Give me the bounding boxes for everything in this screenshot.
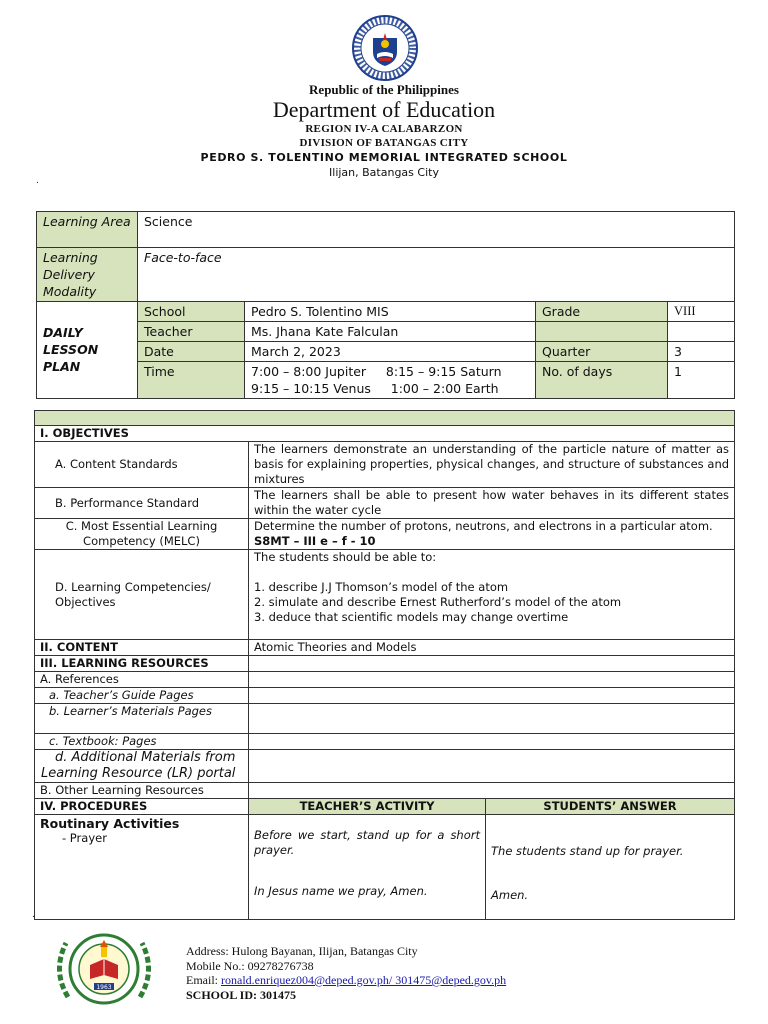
melc-code: S8MT – III e – f - 10 bbox=[254, 534, 376, 548]
footer-address: Address: Hulong Bayanan, Ilijan, Batangas City bbox=[186, 944, 418, 958]
days-label: No. of days bbox=[536, 362, 668, 399]
svg-text:1963: 1963 bbox=[96, 984, 112, 991]
empty-cell bbox=[536, 322, 668, 342]
empty-cell bbox=[249, 750, 735, 783]
competency-item: 3. deduce that scientific models may change overtime bbox=[254, 610, 569, 624]
email-link[interactable]: ronald.enriquez004@deped.gov.ph/ 301475@deped.gov.ph bbox=[221, 973, 507, 987]
objectives-heading: I. OBJECTIVES bbox=[35, 426, 735, 442]
competencies-label: D. Learning Competencies/ Objectives bbox=[35, 550, 249, 640]
competency-item: 2. simulate and describe Ernest Rutherford’s model of the atom bbox=[254, 595, 622, 609]
empty-cell bbox=[249, 656, 735, 672]
department-title: Department of Education bbox=[272, 97, 496, 122]
melc-label: C. Most Essential Learning Competency (MELC) bbox=[35, 519, 249, 550]
competencies-intro: The students should be able to: bbox=[254, 550, 437, 564]
routinary-cell bbox=[35, 815, 249, 920]
additional-materials-label: d. Additional Materials from Learning Resource (LR) portal bbox=[35, 750, 249, 783]
time-line-1: 7:00 – 8:00 Jupiter 8:15 – 9:15 Saturn bbox=[251, 364, 502, 379]
performance-standard-value: The learners shall be able to present how water behaves in its different states within the water cycle bbox=[249, 488, 735, 519]
content-value: Atomic Theories and Models bbox=[249, 640, 735, 656]
other-resources-label: B. Other Learning Resources bbox=[35, 783, 249, 799]
teacher-activity-cell bbox=[249, 815, 486, 920]
days-value: 1 bbox=[668, 362, 735, 399]
green-banner bbox=[35, 411, 735, 426]
time-value bbox=[245, 362, 536, 399]
competencies-cell bbox=[249, 550, 735, 640]
learning-area-value: Science bbox=[138, 212, 735, 248]
empty-cell bbox=[249, 688, 735, 704]
procedures-heading: IV. PROCEDURES bbox=[35, 799, 249, 815]
students-answer-heading: STUDENTS’ ANSWER bbox=[486, 799, 735, 815]
date-value: March 2, 2023 bbox=[245, 342, 536, 362]
footer-contact bbox=[186, 944, 506, 1002]
school-label: School bbox=[138, 302, 245, 322]
daily-lesson-plan-label: DAILY LESSON PLAN bbox=[37, 302, 138, 399]
footer-school-id: SCHOOL ID: 301475 bbox=[186, 987, 297, 1002]
resources-heading: III. LEARNING RESOURCES bbox=[35, 656, 249, 672]
teacher-value: Ms. Jhana Kate Falculan bbox=[245, 322, 536, 342]
empty-cell bbox=[249, 783, 735, 799]
modality-value: Face-to-face bbox=[138, 248, 735, 302]
content-standards-label: A. Content Standards bbox=[35, 442, 249, 488]
student-prayer-2: Amen. bbox=[491, 888, 529, 902]
school-logo bbox=[48, 927, 160, 1011]
grade-value: VIII bbox=[668, 302, 735, 322]
learning-area-label: Learning Area bbox=[37, 212, 138, 248]
students-answer-cell bbox=[486, 815, 735, 920]
lesson-info-table bbox=[36, 211, 735, 399]
teacher-guide-label: a. Teacher’s Guide Pages bbox=[35, 688, 249, 704]
school-title: PEDRO S. TOLENTINO MEMORIAL INTEGRATED SCHOOL bbox=[200, 151, 568, 164]
competency-item: 1. describe J.J Thomson’s model of the atom bbox=[254, 580, 509, 594]
content-heading: II. CONTENT bbox=[35, 640, 249, 656]
empty-cell bbox=[249, 672, 735, 688]
teacher-prayer-2: In Jesus name we pray, Amen. bbox=[254, 884, 428, 898]
stray-dot: . bbox=[36, 176, 39, 186]
footer-mobile: Mobile No.: 09278276738 bbox=[186, 958, 314, 973]
school-location: Ilijan, Batangas City bbox=[329, 166, 439, 179]
deped-seal-logo bbox=[346, 14, 424, 82]
republic-title: Republic of the Philippines bbox=[309, 82, 459, 97]
empty-cell bbox=[249, 704, 735, 734]
references-label: A. References bbox=[35, 672, 249, 688]
date-label: Date bbox=[138, 342, 245, 362]
learner-materials-label: b. Learner’s Materials Pages bbox=[35, 704, 249, 734]
school-value: Pedro S. Tolentino MIS bbox=[245, 302, 536, 322]
footer-email: Email: ronald.enriquez004@deped.gov.ph/ 301475@deped.gov.ph bbox=[186, 973, 507, 987]
teacher-prayer-1: Before we start, stand up for a short prayer. bbox=[254, 828, 480, 857]
prayer-label: - Prayer bbox=[62, 831, 107, 845]
teacher-label: Teacher bbox=[138, 322, 245, 342]
quarter-label: Quarter bbox=[536, 342, 668, 362]
teacher-activity-heading: TEACHER’S ACTIVITY bbox=[249, 799, 486, 815]
melc-value: Determine the number of protons, neutrons, and electrons in a particular atom. bbox=[254, 519, 713, 533]
empty-cell bbox=[249, 734, 735, 750]
student-prayer-1: The students stand up for prayer. bbox=[491, 844, 684, 858]
lesson-plan-table bbox=[34, 410, 735, 920]
quarter-value: 3 bbox=[668, 342, 735, 362]
melc-cell bbox=[249, 519, 735, 550]
content-standards-value: The learners demonstrate an understanding of the particle nature of matter as basis for explaining properties, physical changes, and structure of substances and mixtures bbox=[249, 442, 735, 488]
division-title: DIVISION OF BATANGAS CITY bbox=[299, 137, 469, 149]
performance-standard-label: B. Performance Standard bbox=[35, 488, 249, 519]
region-title: REGION IV-A CALABARZON bbox=[305, 123, 463, 135]
empty-cell bbox=[668, 322, 735, 342]
grade-label: Grade bbox=[536, 302, 668, 322]
time-label: Time bbox=[138, 362, 245, 399]
textbook-label: c. Textbook: Pages bbox=[35, 734, 249, 750]
modality-label: Learning Delivery Modality bbox=[37, 248, 138, 302]
stray-dot: . bbox=[32, 910, 35, 920]
time-line-2: 9:15 – 10:15 Venus 1:00 – 2:00 Earth bbox=[251, 381, 499, 396]
routinary-heading: Routinary Activities bbox=[40, 816, 180, 831]
